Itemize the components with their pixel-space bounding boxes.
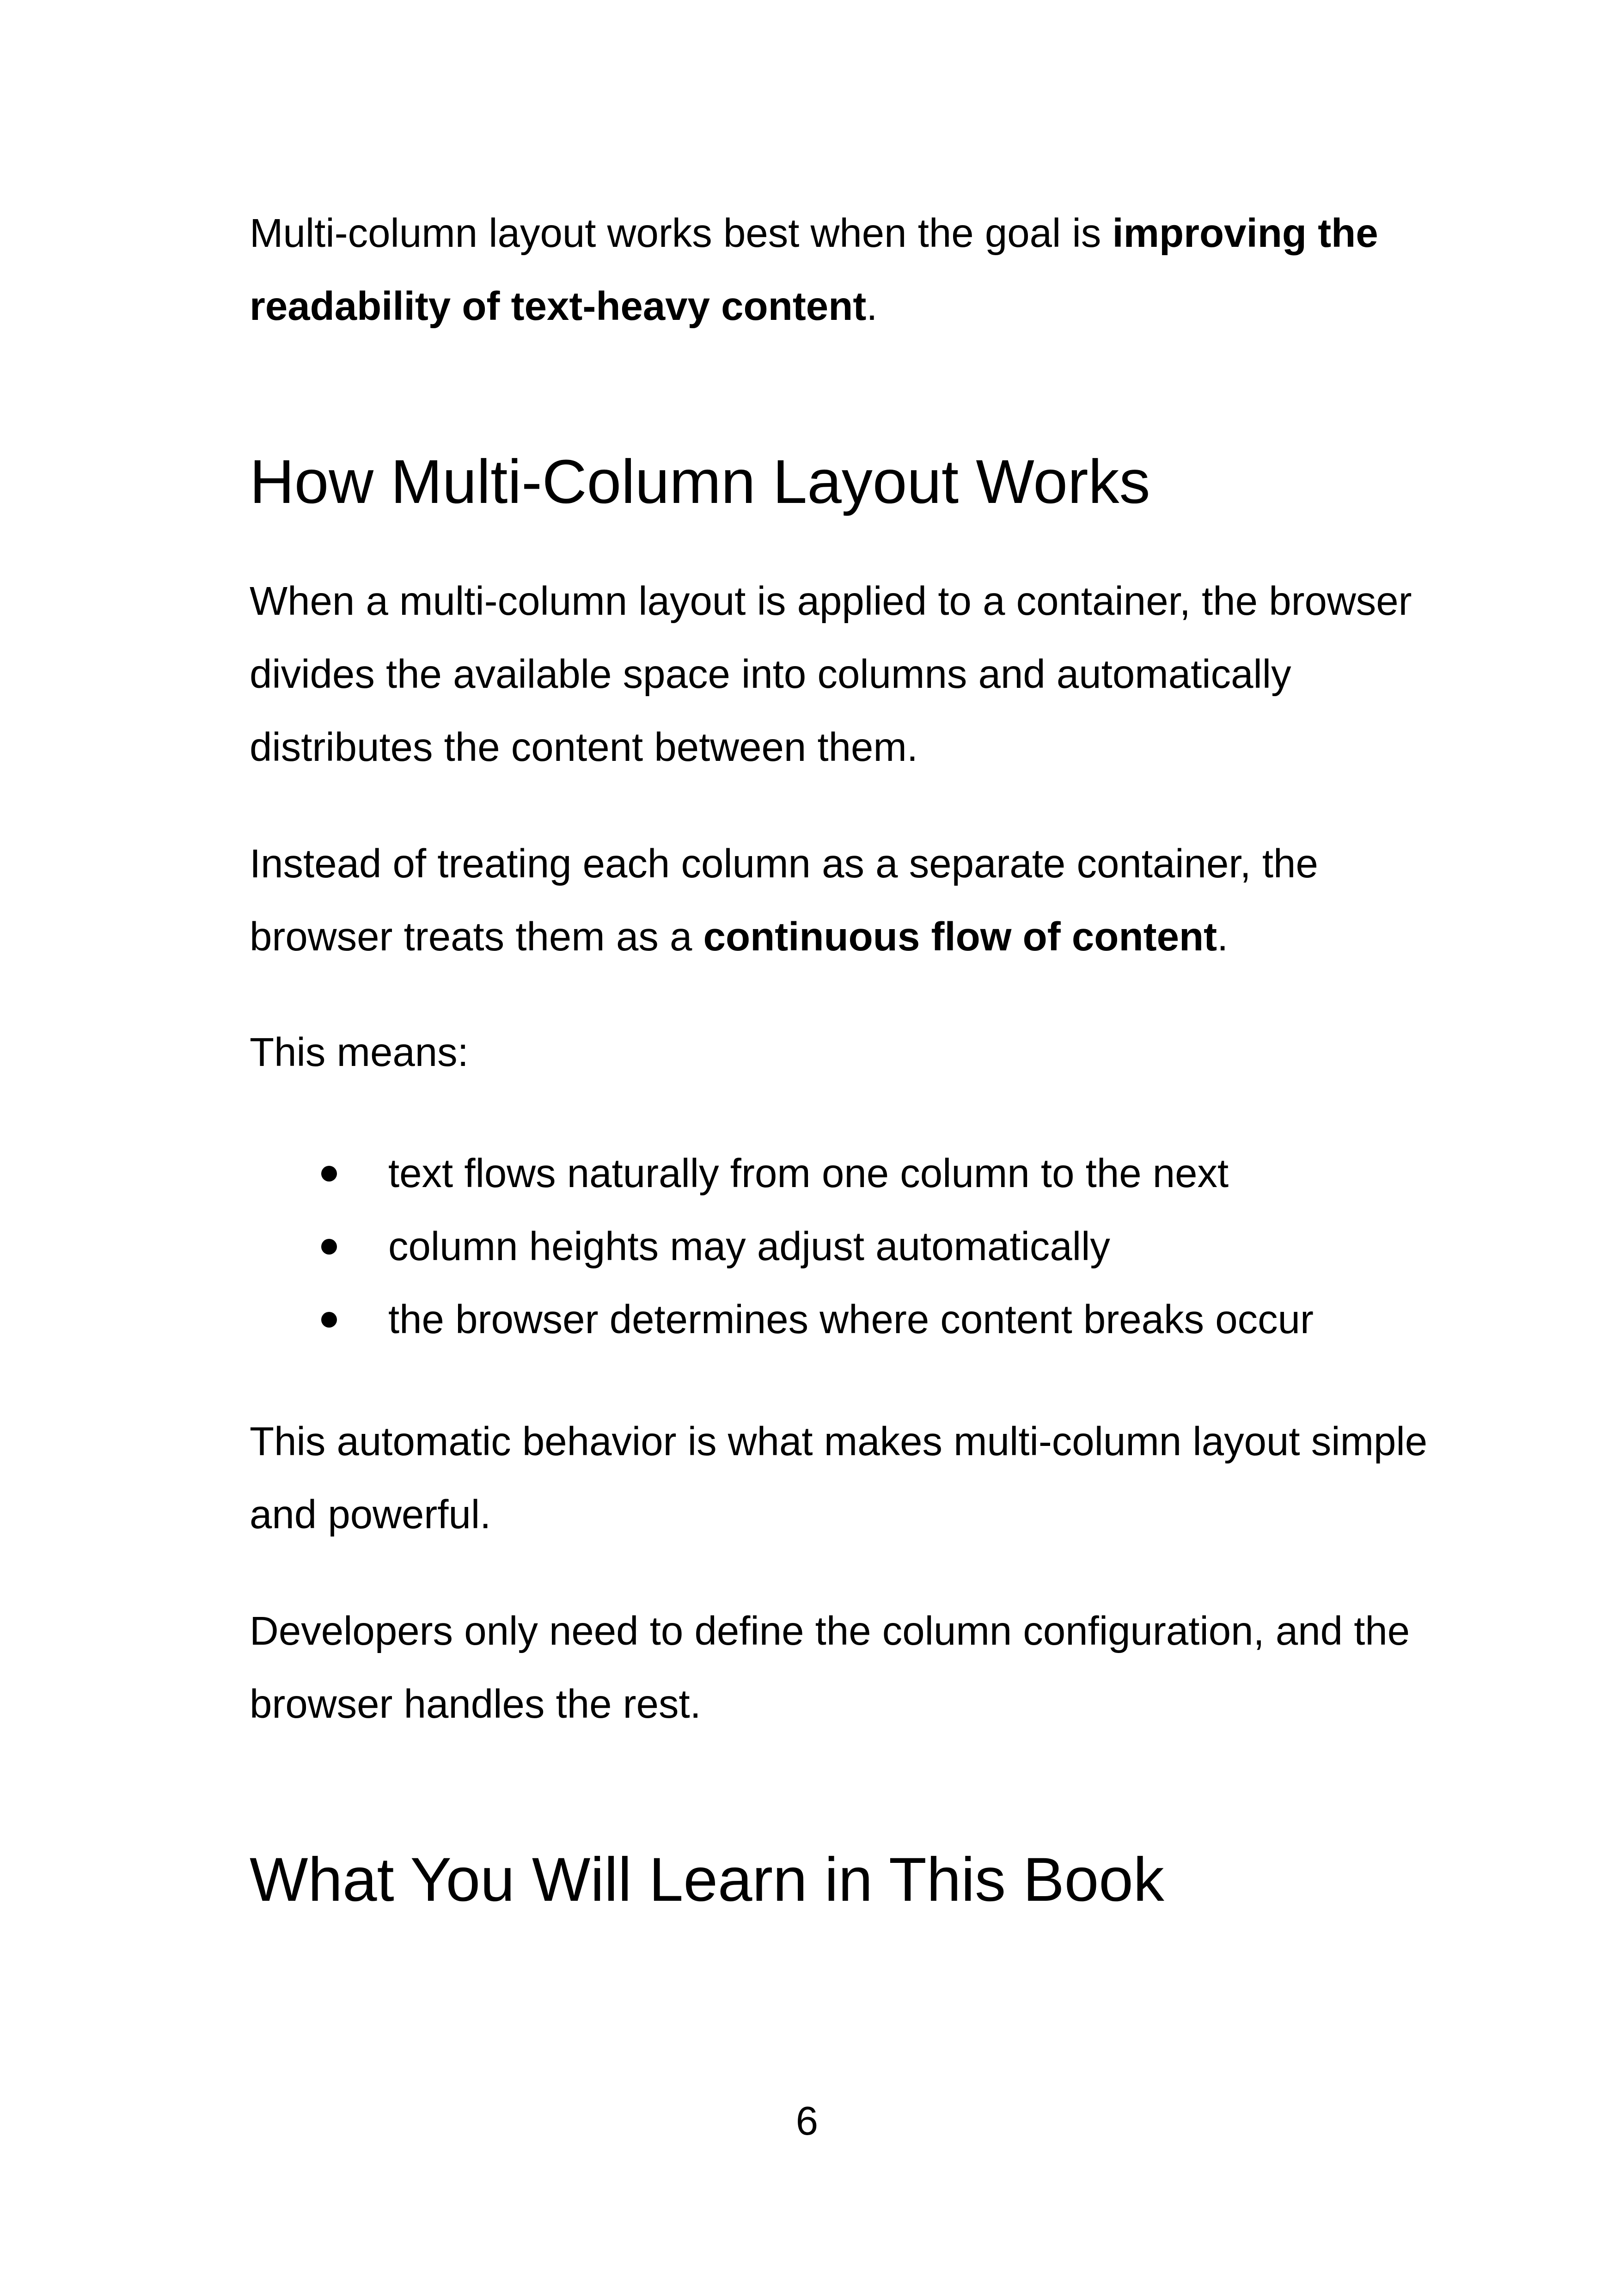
- intro-period: .: [866, 284, 878, 329]
- flow-text: Instead of treating each column as a separate container, the browser treats them as a: [250, 841, 1318, 959]
- section-heading-what-you-will-learn: What You Will Learn in This Book: [250, 1845, 1164, 1914]
- intro-paragraph: [250, 197, 1433, 343]
- list-item: [250, 1210, 1498, 1283]
- bullet-dot-icon: [321, 1239, 337, 1255]
- bullet-list: [250, 1137, 1498, 1356]
- list-item-text: text flows naturally from one column to the next: [388, 1151, 1229, 1196]
- paragraph-this-means: This means:: [250, 1030, 469, 1075]
- paragraph-automatic-behavior: This automatic behavior is what makes multi-column layout simple and powerful.: [250, 1419, 1428, 1537]
- bullet-dot-icon: [321, 1312, 337, 1328]
- list-item: [250, 1283, 1498, 1356]
- intro-text: Multi-column layout works best when the goal is: [250, 211, 1113, 256]
- list-item-text: the browser determines where content breaks occur: [388, 1297, 1314, 1342]
- bullet-dot-icon: [321, 1166, 337, 1182]
- list-item: [250, 1137, 1498, 1210]
- page-number: 6: [795, 2099, 819, 2143]
- flow-period: .: [1217, 914, 1229, 959]
- intro-emphasis: improving the readability of text-heavy content: [250, 211, 1378, 329]
- section-heading-how-it-works: How Multi-Column Layout Works: [250, 447, 1150, 516]
- paragraph-continuous-flow: [250, 827, 1433, 974]
- paragraph-developers: Developers only need to define the column configuration, and the browser handles the rest.: [250, 1609, 1410, 1727]
- flow-emphasis: continuous flow of content: [703, 914, 1217, 959]
- list-item-text: column heights may adjust automatically: [388, 1224, 1110, 1269]
- paragraph-division: When a multi-column layout is applied to a container, the browser divides the available space into columns and automatically distributes the content between them.: [250, 579, 1412, 770]
